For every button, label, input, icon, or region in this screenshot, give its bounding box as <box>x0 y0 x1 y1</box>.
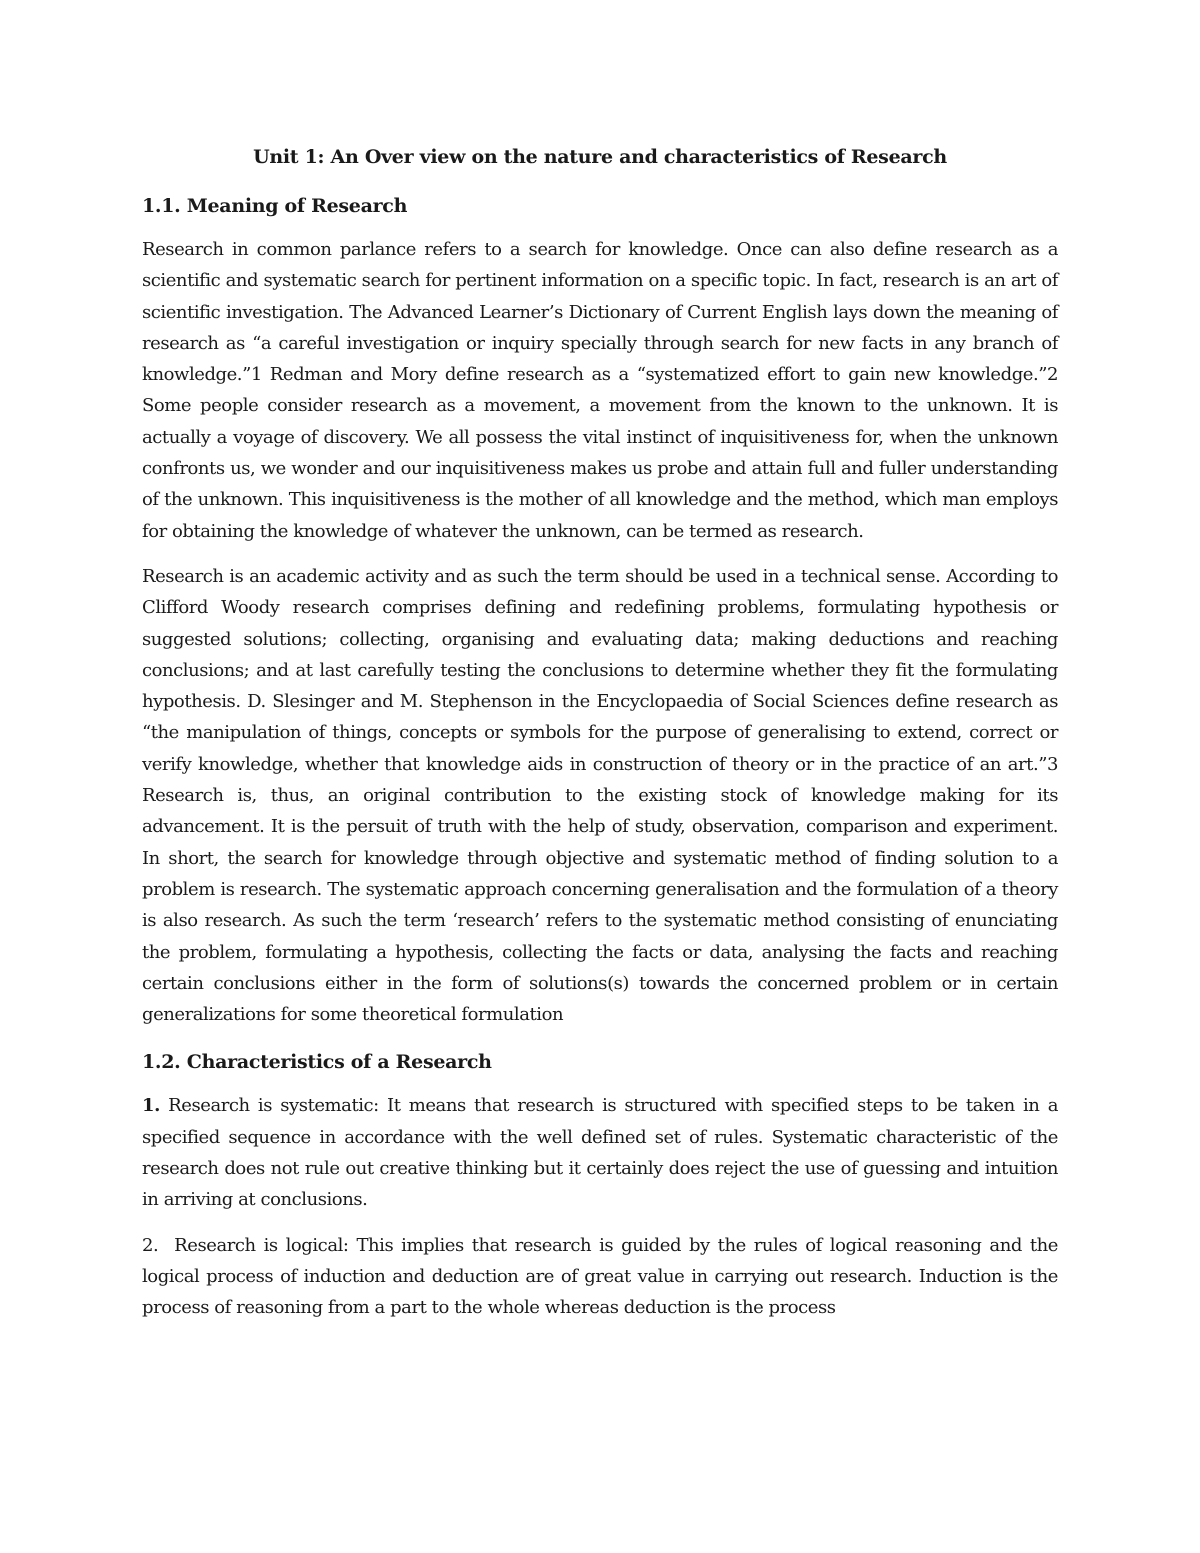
section-heading-characteristics: 1.2. Characteristics of a Research <box>142 1051 492 1074</box>
section-heading-meaning: 1.1. Meaning of Research <box>142 195 408 217</box>
characteristic-item-2 <box>142 1230 1064 1324</box>
item-text: Research is logical: This implies that research is guided by the rules of logical reasoning and the logical process of induction and deduction are of great value in carrying out research. Induction is the process of reasoning from a part to the whole whereas deduction is the process <box>142 1234 1064 1319</box>
item-text: Research is systematic: It means that research is structured with specified steps to be taken in a specified sequence in accordance with the well defined set of rules. Systematic characteristic of the research does not rule out creative thinking but it certainly does reject the use of guessing and intuition in arriving at conclusions. <box>142 1095 1058 1211</box>
item-number: 1. <box>142 1095 160 1117</box>
item-number: 2. <box>142 1234 159 1256</box>
document-body <box>142 138 1064 1338</box>
paragraph-meaning-1: Research in common parlance refers to a search for knowledge. Once can also define research as a scientific and systematic search for pertinent information on a specific topic. In fact, research is an art of scientific investigation. The Advanced Learner’s Dictionary of Current English lays down the meaning of research as “a careful investigation or inquiry specially through search for new facts in any branch of knowledge.”1 Redman and Mory define research as a “systematized effort to gain new knowledge.”2 Some people consider research as a movement, a movement from the known to the unknown. It is actually a voyage of discovery. We all possess the vital instinct of inquisitiveness for, when the unknown confronts us, we wonder and our inquisitiveness makes us probe and attain full and fuller understanding of the unknown. This inquisitiveness is the mother of all knowledge and the method, which man employs for obtaining the knowledge of whatever the unknown, can be termed as research. <box>142 239 1058 542</box>
paragraph-meaning-2: Research is an academic activity and as such the term should be used in a technical sense. According to Clifford Woody research comprises defining and redefining problems, formulating hypothesis or suggested solutions; collecting, organising and evaluating data; making deductions and reaching conclusions; and at last carefully testing the conclusions to determine whether they fit the formulating hypothesis. D. Slesinger and M. Stephenson in the Encyclopaedia of Social Sciences define research as “the manipulation of things, concepts or symbols for the purpose of generalising to extend, correct or verify knowledge, whether that knowledge aids in construction of theory or in the practice of an art.”3 Research is, thus, an original contribution to the existing stock of knowledge making for its advancement. It is the persuit of truth with the help of study, observation, comparison and experiment. In short, the search for knowledge through objective and systematic method of finding solution to a problem is research. The systematic approach concerning generalisation and the formulation of a theory is also research. As such the term ‘research’ refers to the systematic method consisting of enunciating the problem, formulating a hypothesis, collecting the facts or data, analysing the facts and reaching certain conclusions either in the form of solutions(s) towards the concerned problem or in certain generalizations for some theoretical formulation <box>142 565 1058 1026</box>
document-title: Unit 1: An Over view on the nature and characteristics of Research <box>253 146 947 168</box>
characteristic-item-1 <box>142 1090 1058 1215</box>
